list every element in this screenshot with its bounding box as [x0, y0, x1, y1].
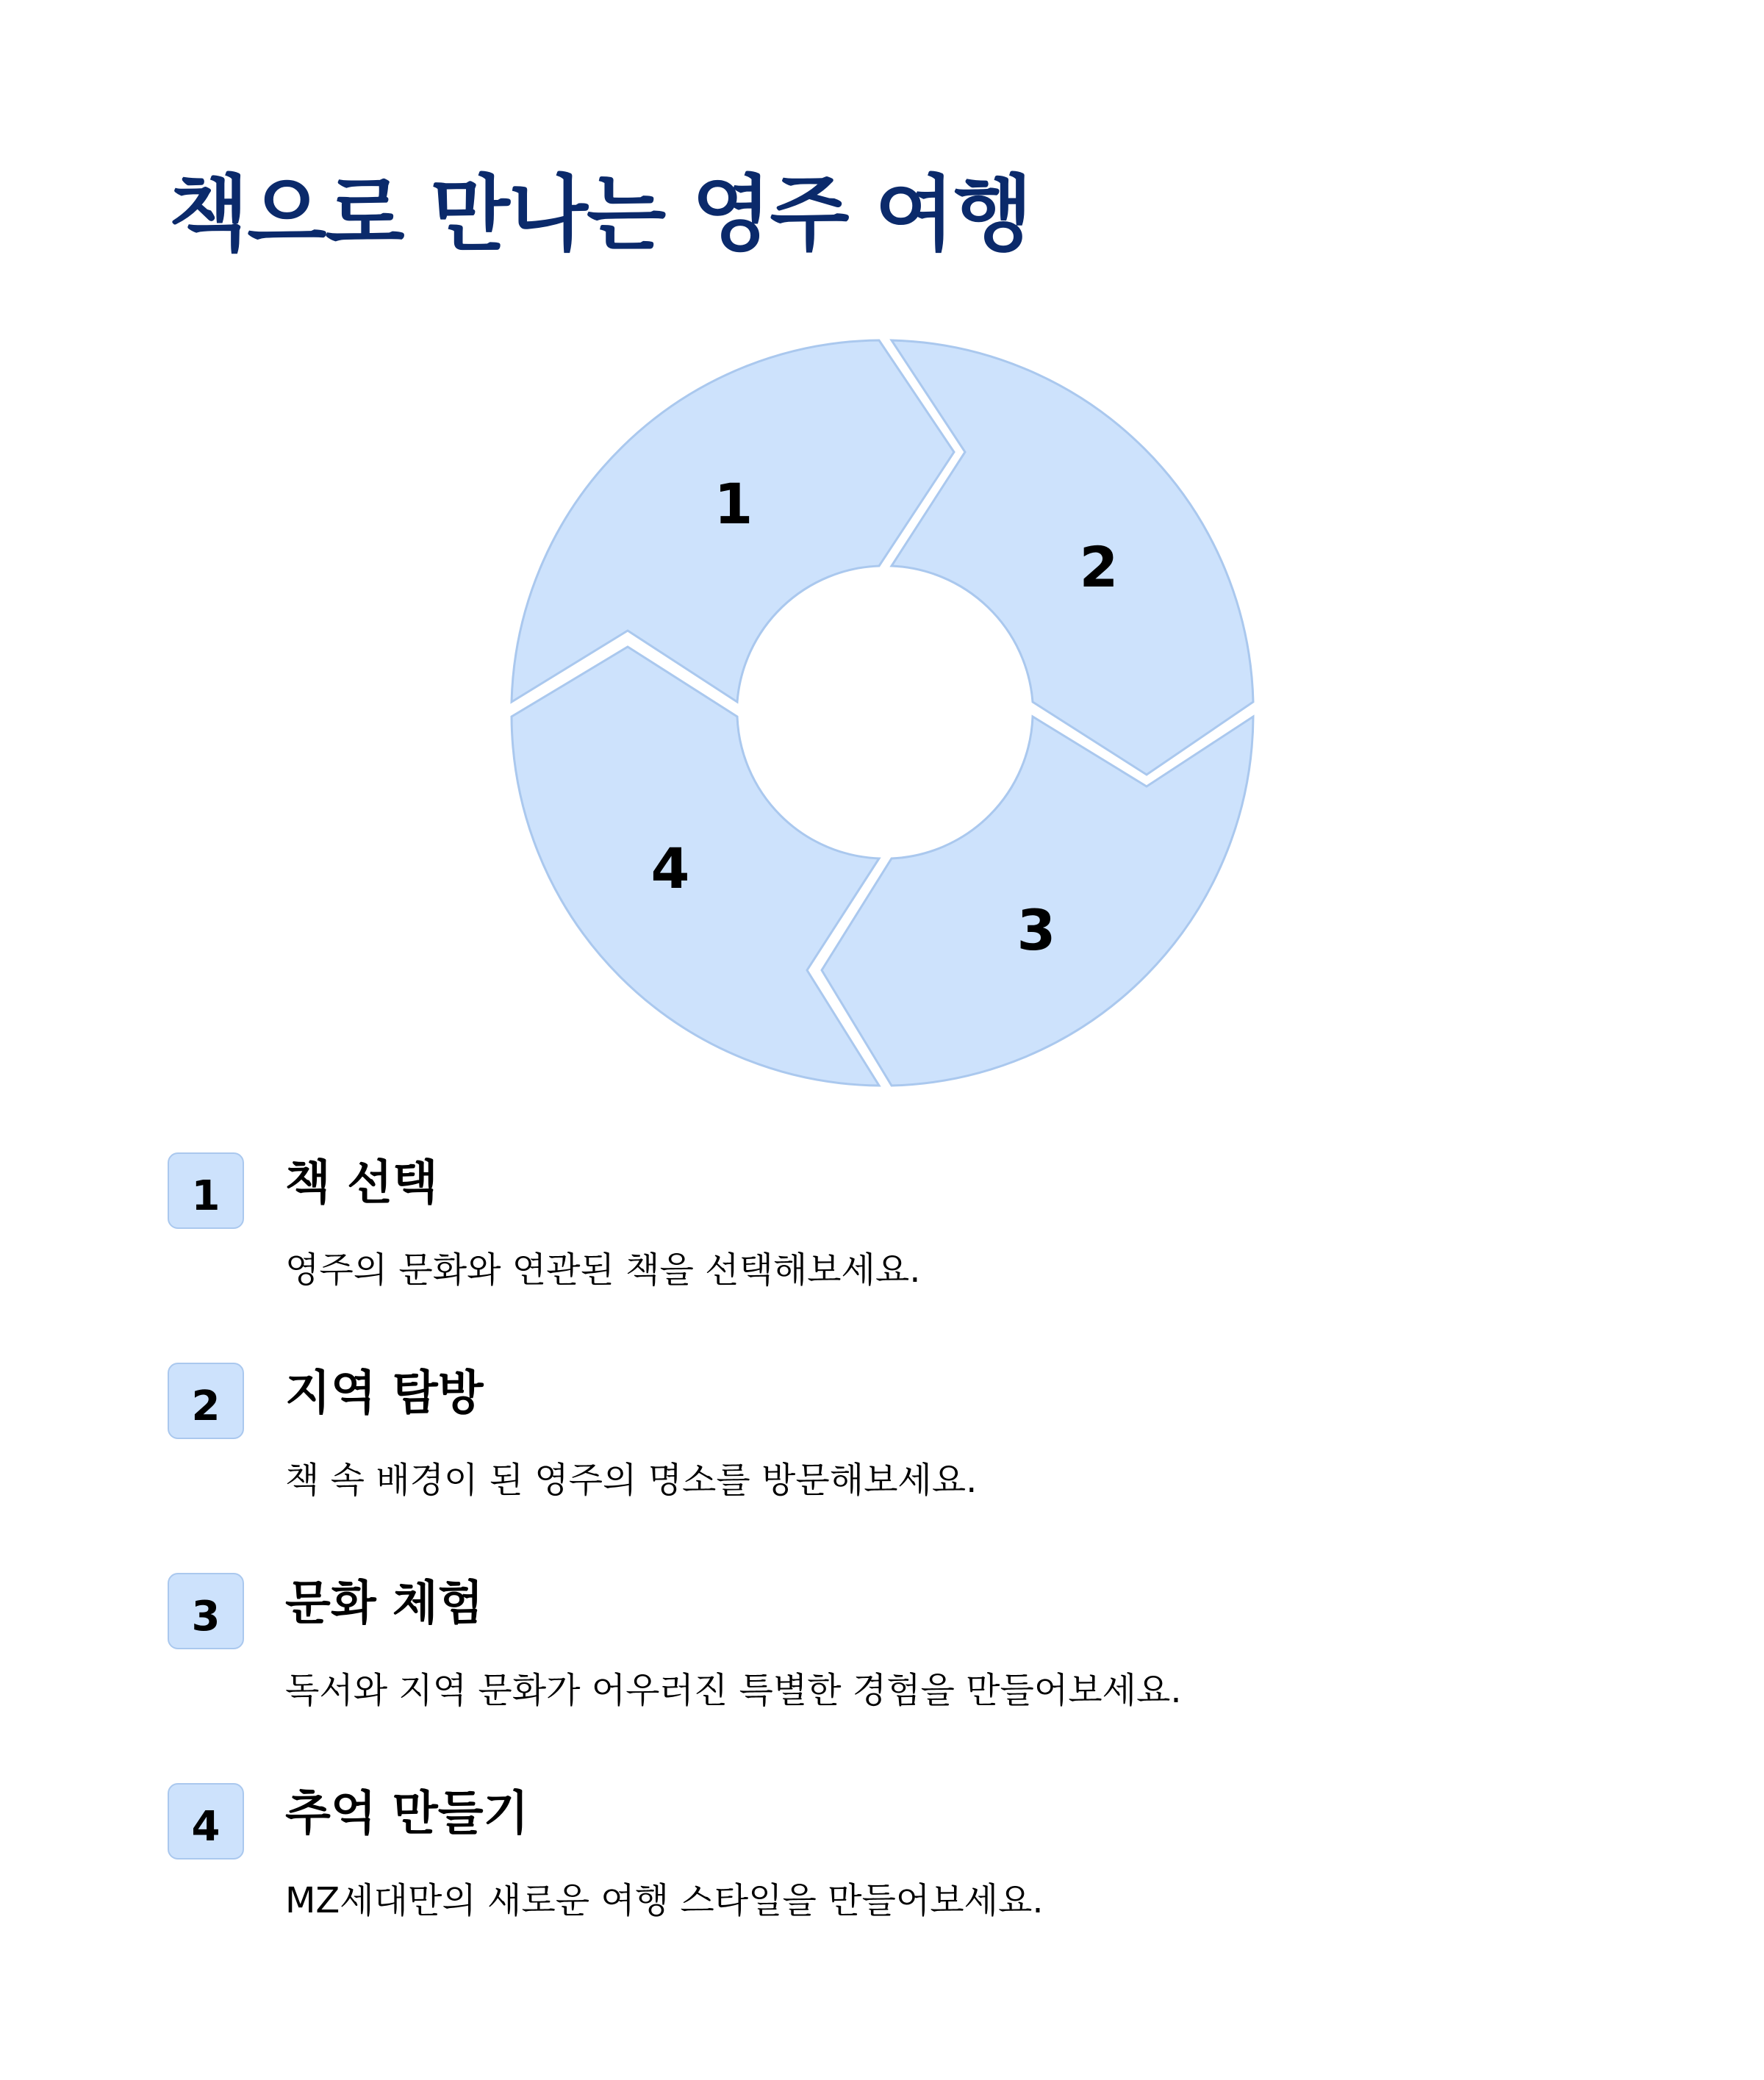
page-title: 책으로 만나는 영주 여행 — [169, 167, 1031, 262]
step-number-badge: 3 — [168, 1573, 244, 1649]
step-title: 지역 탐방 — [285, 1366, 484, 1421]
step-description: MZ세대만의 새로운 여행 스타일을 만들어보세요. — [285, 1880, 1044, 1921]
step-description: 영주의 문화와 연관된 책을 선택해보세요. — [285, 1249, 921, 1291]
step-item-3 — [0, 1573, 1764, 1764]
step-item-2 — [0, 1363, 1764, 1554]
cycle-segment-2 — [892, 340, 1253, 775]
cycle-segment-3-number: 3 — [1017, 897, 1056, 963]
step-description: 책 속 배경이 된 영주의 명소를 방문해보세요. — [285, 1460, 978, 1501]
cycle-segment-2-number: 2 — [1079, 534, 1119, 600]
step-number-badge: 2 — [168, 1363, 244, 1439]
step-number-badge: 1 — [168, 1152, 244, 1229]
step-title: 추억 만들기 — [285, 1787, 529, 1841]
step-number-badge: 4 — [168, 1783, 244, 1860]
step-description: 독서와 지역 문화가 어우러진 특별한 경험을 만들어보세요. — [285, 1670, 1182, 1711]
step-item-1 — [0, 1152, 1764, 1344]
cycle-segment-4 — [512, 647, 879, 1086]
step-item-4 — [0, 1783, 1764, 1974]
cycle-segment-1-number: 1 — [714, 471, 753, 537]
cycle-segment-4-number: 4 — [650, 836, 690, 901]
step-title: 책 선택 — [285, 1156, 438, 1211]
step-title: 문화 체험 — [285, 1577, 484, 1631]
